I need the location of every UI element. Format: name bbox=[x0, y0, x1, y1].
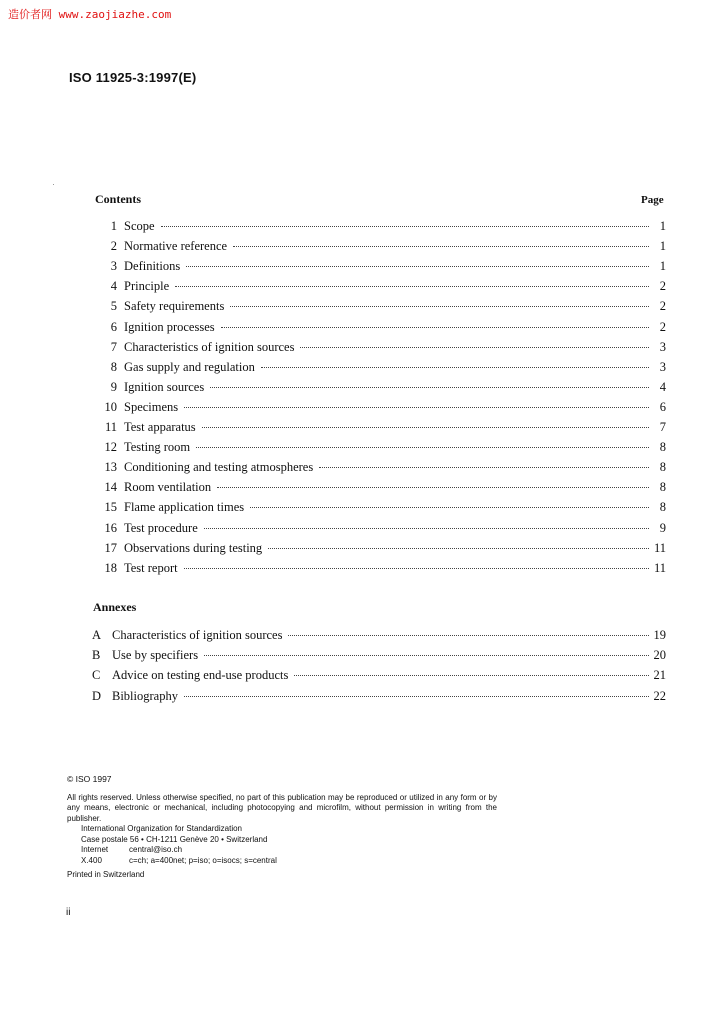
toc-entry-title: Scope bbox=[124, 219, 155, 233]
dot-leader bbox=[230, 306, 649, 307]
toc-entry-title: Test apparatus bbox=[124, 420, 196, 434]
toc-entry bbox=[90, 340, 666, 356]
toc-entry-number: 16 bbox=[104, 520, 117, 535]
toc-entry-number: 10 bbox=[104, 399, 117, 414]
annex-entry-letter: D bbox=[92, 688, 102, 703]
dot-leader bbox=[184, 696, 649, 697]
toc-entry-title: Test procedure bbox=[124, 520, 198, 535]
toc-entry bbox=[90, 320, 666, 336]
internet-value: central@iso.ch bbox=[129, 845, 183, 854]
annex-entry-page: 19 bbox=[653, 628, 666, 642]
toc-entry-title: Gas supply and regulation bbox=[124, 359, 255, 374]
toc-entry bbox=[90, 219, 666, 235]
scan-speck bbox=[53, 184, 54, 185]
toc-entry-page: 3 bbox=[659, 339, 666, 354]
publisher-postal: Case postale 56 • CH-1211 Genève 20 • Switzerland bbox=[81, 834, 268, 844]
toc-entry-number: 11 bbox=[104, 420, 117, 434]
toc-entry-number: 7 bbox=[110, 339, 117, 354]
toc-entry bbox=[90, 380, 666, 396]
dot-leader bbox=[184, 407, 649, 408]
publisher-org: International Organization for Standardization bbox=[81, 824, 242, 833]
x400-value: c=ch; a=400net; p=iso; o=isocs; s=central bbox=[129, 855, 277, 865]
toc-entry-title: Characteristics of ignition sources bbox=[124, 339, 295, 354]
internet-row bbox=[81, 845, 497, 856]
annex-entry bbox=[90, 689, 666, 705]
toc-entry-page: 6 bbox=[659, 399, 666, 414]
dot-leader bbox=[217, 487, 649, 488]
dot-leader bbox=[202, 427, 649, 428]
toc-entry-title: Definitions bbox=[124, 259, 181, 274]
toc-entry bbox=[90, 521, 666, 537]
annex-entry bbox=[90, 628, 666, 644]
toc-entry-title: Conditioning and testing atmospheres bbox=[124, 460, 314, 475]
dot-leader bbox=[294, 675, 649, 676]
dot-leader bbox=[233, 246, 649, 247]
toc-entry-number: 12 bbox=[104, 440, 117, 455]
page-column-heading: Page bbox=[641, 194, 664, 206]
toc-entry bbox=[90, 500, 666, 516]
toc-entry-number: 15 bbox=[104, 500, 117, 515]
toc-entry-page: 3 bbox=[659, 359, 666, 374]
toc-entry-number: 14 bbox=[104, 480, 117, 495]
annex-entry-title: Bibliography bbox=[112, 688, 178, 703]
annex-entry-title: Characteristics of ignition sources bbox=[112, 628, 283, 642]
internet-label: Internet bbox=[81, 845, 109, 854]
annex-entry bbox=[90, 668, 666, 684]
toc-entry-page: 9 bbox=[659, 520, 666, 535]
dot-leader bbox=[319, 467, 649, 468]
annex-entry-title: Use by specifiers bbox=[112, 648, 199, 663]
annex-entry-letter: B bbox=[92, 648, 101, 663]
toc-entry-page: 1 bbox=[659, 259, 666, 274]
dot-leader bbox=[288, 635, 649, 636]
toc-entry bbox=[90, 279, 666, 295]
toc-entry-title: Principle bbox=[124, 279, 170, 294]
toc-entry-title: Specimens bbox=[124, 399, 179, 414]
copyright-year: © ISO 1997 bbox=[67, 774, 112, 784]
toc-entry-page: 8 bbox=[659, 480, 666, 495]
dot-leader bbox=[300, 347, 649, 348]
toc-entry-number: 18 bbox=[104, 560, 117, 575]
annex-entry-page: 21 bbox=[653, 668, 666, 683]
toc-entry-title: Test report bbox=[124, 560, 178, 575]
annex-entry-page: 22 bbox=[653, 688, 666, 703]
toc-entry bbox=[90, 460, 666, 476]
toc-entry-page: 2 bbox=[659, 319, 666, 334]
toc-entry bbox=[90, 400, 666, 416]
copyright-block bbox=[67, 774, 497, 881]
watermark-text: 造价者网 www.zaojiazhe.com bbox=[8, 8, 172, 21]
toc-entry-number: 5 bbox=[110, 299, 117, 314]
annex-entry-letter: A bbox=[92, 628, 102, 642]
annex-entry bbox=[90, 648, 666, 664]
toc-entry-title: Flame application times bbox=[124, 500, 245, 515]
toc-entry bbox=[90, 480, 666, 496]
annexes-heading: Annexes bbox=[93, 600, 137, 614]
x400-row bbox=[81, 856, 497, 867]
toc-entry bbox=[90, 259, 666, 275]
toc-entry-page: 2 bbox=[659, 299, 666, 314]
contents-heading: Contents bbox=[95, 192, 142, 206]
document-id: ISO 11925-3:1997(E) bbox=[69, 70, 197, 85]
toc-entry-number: 6 bbox=[110, 319, 117, 334]
copyright-rights: All rights reserved. Unless otherwise specified, no part of this publication may be reproduced or utilized in any form or by any means, electronic or mechanical, including photocopying and microfilm, without permission in writing from the publisher. bbox=[67, 792, 497, 823]
dot-leader bbox=[250, 507, 649, 508]
dot-leader bbox=[161, 226, 649, 227]
toc-entry-title: Observations during testing bbox=[124, 540, 263, 555]
toc-entry-page: 8 bbox=[659, 500, 666, 515]
toc-entry bbox=[90, 420, 666, 436]
toc-entry bbox=[90, 239, 666, 255]
toc-entry-number: 3 bbox=[110, 259, 117, 274]
toc-entry-title: Ignition sources bbox=[124, 379, 205, 394]
toc-entry-number: 13 bbox=[104, 460, 117, 475]
annex-entry-letter: C bbox=[92, 668, 101, 683]
dot-leader bbox=[221, 327, 649, 328]
publisher-address bbox=[67, 824, 497, 866]
toc-entry-number: 8 bbox=[110, 359, 117, 374]
toc-entry-title: Room ventilation bbox=[124, 480, 212, 495]
toc-entry-page: 8 bbox=[659, 440, 666, 455]
dot-leader bbox=[204, 528, 649, 529]
toc-entry-page: 2 bbox=[659, 279, 666, 294]
toc-entry-number: 2 bbox=[110, 239, 117, 254]
dot-leader bbox=[186, 266, 649, 267]
annex-entry-title: Advice on testing end-use products bbox=[112, 668, 289, 683]
toc-entry-page: 1 bbox=[659, 219, 666, 233]
annex-entry-page: 20 bbox=[653, 648, 666, 663]
toc-entry-number: 17 bbox=[104, 540, 117, 555]
toc-entry-page: 1 bbox=[659, 239, 666, 254]
dot-leader bbox=[261, 367, 649, 368]
toc-entry-number: 9 bbox=[110, 379, 117, 394]
toc-entry-number: 1 bbox=[110, 219, 117, 233]
toc-entry-number: 4 bbox=[110, 279, 117, 294]
page-folio: ii bbox=[66, 907, 71, 918]
toc-entry-page: 4 bbox=[659, 379, 666, 394]
dot-leader bbox=[184, 568, 649, 569]
toc-entry-page: 11 bbox=[653, 540, 666, 555]
toc-entry bbox=[90, 299, 666, 315]
toc-entry-title: Ignition processes bbox=[124, 319, 215, 334]
toc-entry-page: 11 bbox=[653, 560, 666, 575]
toc-entry-page: 7 bbox=[659, 420, 666, 434]
toc-entry-title: Testing room bbox=[124, 440, 191, 455]
toc-entry-page: 8 bbox=[659, 460, 666, 475]
dot-leader bbox=[196, 447, 649, 448]
toc-entry-title: Safety requirements bbox=[124, 299, 225, 314]
dot-leader bbox=[210, 387, 649, 388]
toc-entry-title: Normative reference bbox=[124, 239, 228, 254]
toc-entry bbox=[90, 440, 666, 456]
dot-leader bbox=[175, 286, 649, 287]
toc-entry bbox=[90, 360, 666, 376]
dot-leader bbox=[204, 655, 649, 656]
printed-in: Printed in Switzerland bbox=[67, 870, 145, 879]
toc-entry bbox=[90, 541, 666, 557]
x400-label: X.400 bbox=[81, 855, 102, 865]
dot-leader bbox=[268, 548, 649, 549]
toc-entry bbox=[90, 561, 666, 577]
